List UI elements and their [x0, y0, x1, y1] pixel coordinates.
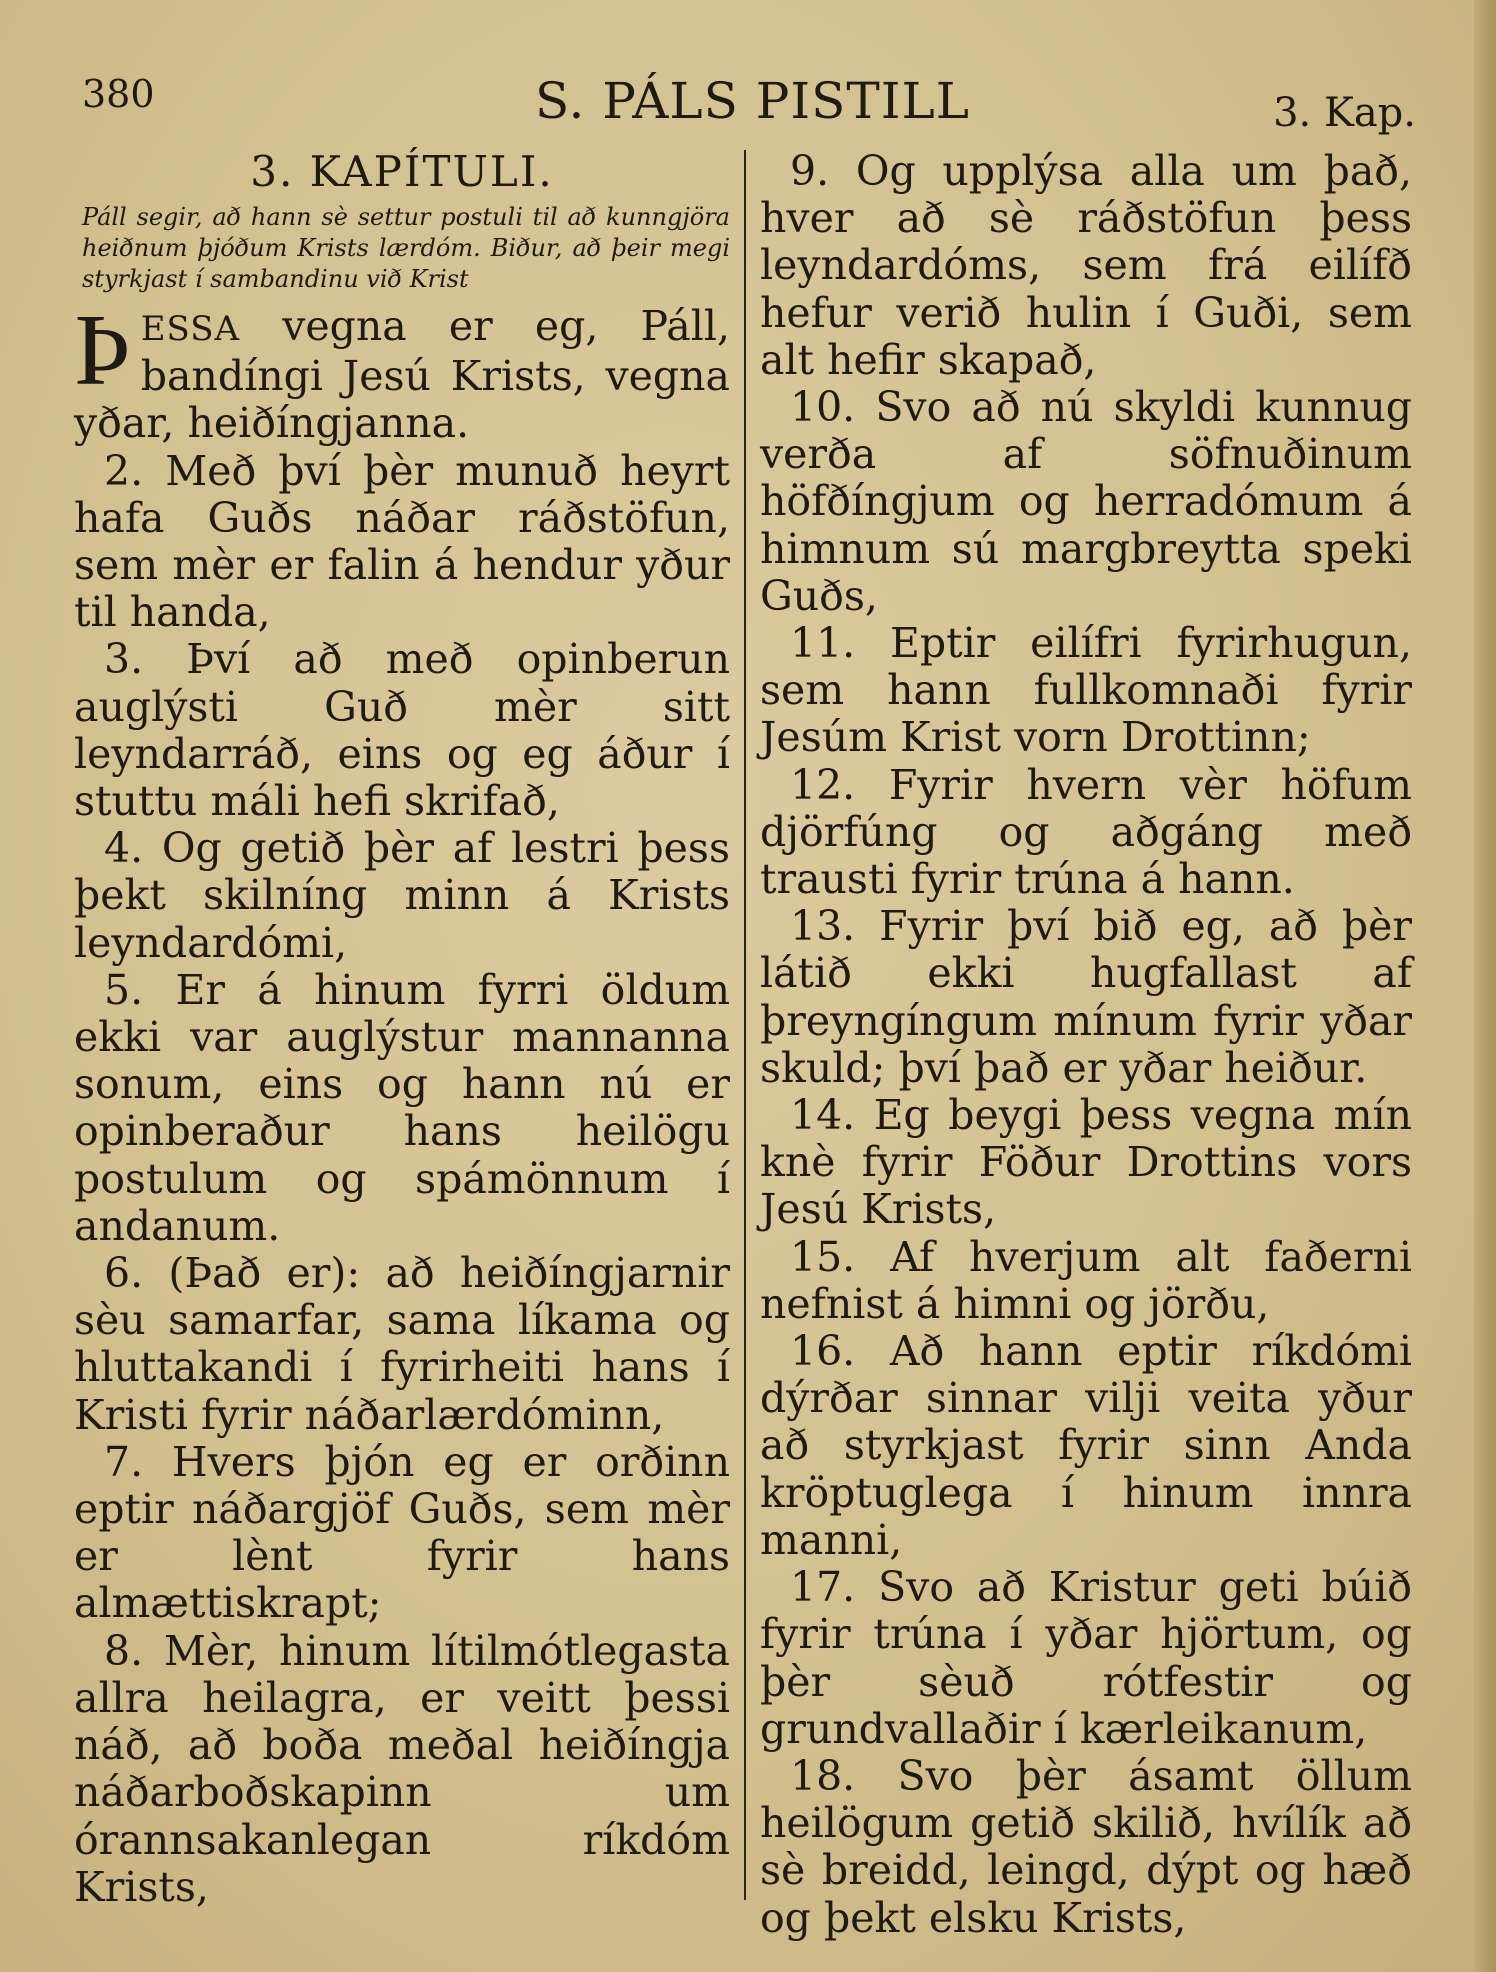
verse: 17. Svo að Kristur geti búið fyrir trúna í yðar hjörtum, og þèr sèuð rótfestir og grundvallaðir í kærleikanum,: [760, 1563, 1412, 1753]
verse-1-text: vegna er eg, Páll, bandíngi Jesú Krists, vegna yðar, heiðíngjanna.: [74, 302, 730, 448]
verse: 5. Er á hinum fyrri öldum ekki var auglýstur mannanna sonum, eins og hann nú er opinberaður hans heilögu postulum og spámönnum í andanum.: [74, 965, 730, 1250]
verse: 3. Því að með opinberun auglýsti Guð mèr sitt leyndarráð, eins og eg áður í stuttu máli hefi skrifað,: [74, 635, 730, 826]
drop-cap: Þ: [74, 294, 131, 407]
verse: 13. Fyrir því bið eg, að þèr látið ekki hugfallast af þreyngíngum mínum fyrir yðar skuld; því það er yðar heiður.: [760, 902, 1412, 1092]
verse: 18. Svo þèr ásamt öllum heilögum getið skilið, hvílík að sè breidd, leingd, dýpt og hæð og þekt elsku Krists,: [760, 1751, 1412, 1942]
chapter-reference: 3. Kap.: [1273, 90, 1416, 136]
verse-1: [74, 294, 730, 448]
verse: 12. Fyrir hvern vèr höfum djörfúng og aðgáng með trausti fyrir trúna á hann.: [760, 760, 1412, 904]
verse: 8. Mèr, hinum lítilmótlegasta allra heilagra, er veitt þessi náð, að boða meðal heiðíngja náðarboðskapinn um órannsakanlegan ríkdóm Krists,: [74, 1626, 730, 1911]
page-number: 380: [82, 72, 155, 116]
page-edge: [1474, 0, 1496, 1972]
verse: 11. Eptir eilífri fyrirhugun, sem hann fullkomnaði fyrir Jesúm Krist vorn Drottinn;: [760, 619, 1412, 762]
verse: 6. (Það er): að heiðíngjarnir sèu samarfar, sama líkama og hluttakandi í fyrirheiti hans í Kristi fyrir náðarlærdóminn,: [74, 1249, 730, 1439]
verse: 10. Svo að nú skyldi kunnug verða af söfnuðinum höfðíngjum og herradómum á himnum sú margbreytta speki Guðs,: [760, 383, 1412, 620]
running-header: [0, 66, 1496, 146]
verse: 9. Og upplýsa alla um það, hver að sè ráðstöfun þess leyndardóms, sem frá eilífð hefur verið hulin í Guði, sem alt hefir skapað,: [760, 147, 1412, 384]
right-column: [760, 148, 1412, 1942]
running-title: S. PÁLS PISTILL: [535, 72, 970, 130]
chapter-title: 3. KAPÍTULI.: [250, 147, 554, 196]
verse: 15. Af hverjum alt faðerni nefnist á himni og jörðu,: [760, 1232, 1412, 1328]
verse: 2. Með því þèr munuð heyrt hafa Guðs náðar ráðstöfun, sem mèr er falin á hendur yður til handa,: [74, 446, 730, 637]
left-column: [74, 148, 730, 1911]
verse: 4. Og getið þèr af lestri þess þekt skilníng minn á Krists leyndardómi,: [74, 824, 730, 967]
verse: 14. Eg beygi þess vegna mín knè fyrir Föður Drottins vors Jesú Krists,: [760, 1091, 1412, 1234]
verse: 16. Að hann eptir ríkdómi dýrðar sinnar vilji veita yður að styrkjast fyrir sinn Anda kröptuglega í hinum innra manni,: [760, 1327, 1412, 1564]
chapter-summary: Páll segir, að hann sè settur postuli til að kunngjöra heiðnum þjóðum Krists lærdóm. Biður, að þeir megi styrkjast í sambandinu við Krist: [82, 203, 730, 293]
verse-1-smallcaps: ESSA: [140, 309, 241, 349]
verse: 7. Hvers þjón eg er orðinn eptir náðargjöf Guðs, sem mèr er lènt fyrir hans almættiskrapt;: [74, 1437, 730, 1628]
column-divider: [744, 150, 746, 1900]
